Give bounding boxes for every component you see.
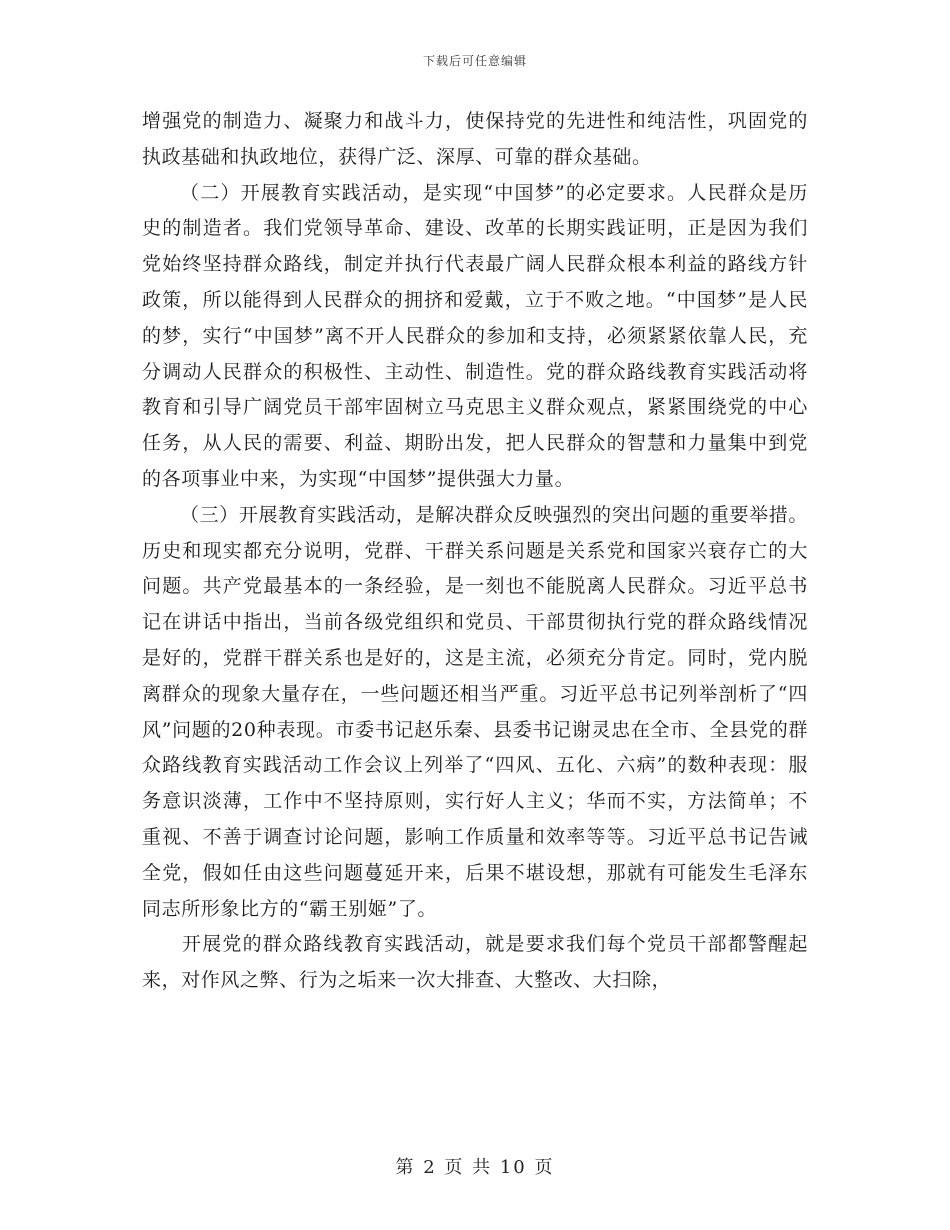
page-header-note: 下载后可任意编辑 (422, 54, 527, 68)
paragraph-section-three: （三）开展教育实践活动，是解决群众反映强烈的突出问题的重要举措。历史和现实都充分说明，党群、干群关系问题是关系党和国家兴衰存亡的大问题。共产党最基本的一条经验，是一刻也不能脱离人民群众。习近平总书记在讲话中指出，当前各级党组织和党员、干部贯彻执行党的群众路线情况是好的，党群干群关系也是好的，这是主流，必须充分肯定。同时，党内脱离群众的现象大量存在，一些问题还相当严重。习近平总书记列举剖析了“四风”问题的20种表现。市委书记赵乐秦、县委书记谢灵忠在全市、全县党的群众路线教育实践活动工作会议上列举了“四风、五化、六病”的数种表现：服务意识淡薄，工作中不坚持原则，实行好人主义；华而不实，方法简单；不重视、不善于调查讨论问题，影响工作质量和效率等等。习近平总书记告诫全党，假如任由这些问题蔓延开来，后果不堪设想，那就有可能发生毛泽东同志所形象比方的“霸王别姬”了。 (142, 503, 808, 920)
document-body (142, 104, 808, 999)
paragraph-section-two: （二）开展教育实践活动，是实现“中国梦”的必定要求。人民群众是历史的制造者。我们党领导革命、建设、改革的长期实践证明，正是因为我们党始终坚持群众路线，制定并执行代表最广阔人民群众根本利益的路线方针政策，所以能得到人民群众的拥挤和爱戴，立于不败之地。“中国梦”是人民的梦，实行“中国梦”离不开人民群众的参加和支持，必须紧紧依靠人民，充分调动人民群众的积极性、主动性、制造性。党的群众路线教育实践活动将教育和引导广阔党员干部牢固树立马克思主义群众观点，紧紧围绕党的中心任务，从人民的需要、利益、期盼出发，把人民群众的智慧和力量集中到党的各项事业中来，为实现“中国梦”提供强大力量。 (142, 181, 808, 490)
paragraph-conclusion: 开展党的群众路线教育实践活动，就是要求我们每个党员干部都警醒起来，对作风之弊、行为之垢来一次大排查、大整改、大扫除， (142, 933, 808, 992)
paragraph-continuation: 增强党的制造力、凝聚力和战斗力，使保持党的先进性和纯洁性，巩固党的执政基础和执政地位，获得广泛、深厚、可靠的群众基础。 (142, 110, 808, 168)
page-number: 第 2 页 共 10 页 (395, 1157, 555, 1178)
